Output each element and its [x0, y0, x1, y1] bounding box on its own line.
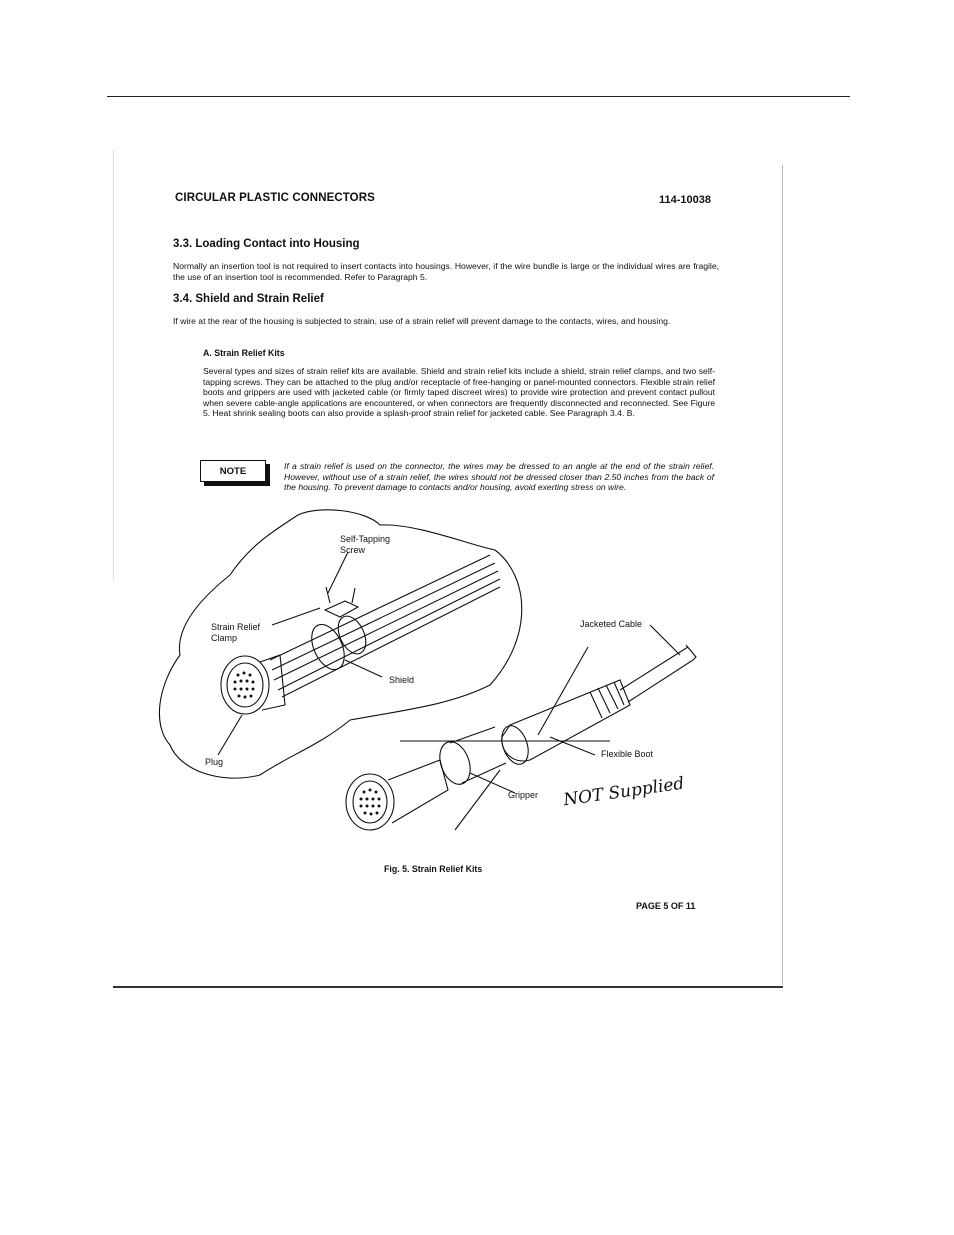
upper-wire-bundle [270, 555, 500, 697]
bottom-rule [113, 986, 783, 988]
section-3-3-body: Normally an insertion tool is not required to insert contacts into housings. However, if the wire bundle is large or the individual wires are fragile, the use of an insertion tool is recommended. Refer to Paragraph 5. [173, 261, 719, 282]
label-gripper: Gripper [508, 790, 539, 800]
section-3-3-heading: 3.3. Loading Contact into Housing [173, 238, 360, 250]
handwritten-annotation: NOT Supplied [562, 773, 686, 811]
section-3-4-heading: 3.4. Shield and Strain Relief [173, 293, 324, 305]
label-jacketed-cable: Jacketed Cable [580, 619, 643, 629]
document-number: 114-10038 [659, 194, 711, 206]
upper-plug-contacts [234, 672, 255, 699]
document-title: CIRCULAR PLASTIC CONNECTORS [175, 192, 375, 204]
label-self-tapping-screw: Self-Tapping Screw [340, 534, 391, 555]
strain-clamp [325, 601, 358, 617]
scan-edge-right [782, 165, 783, 985]
label-strain-relief-clamp: Strain Relief Clamp [211, 622, 261, 643]
note-label: NOTE [200, 460, 266, 482]
lower-plug-contacts [360, 789, 381, 816]
upper-plug-face [221, 656, 269, 714]
section-3-4-body: If wire at the rear of the housing is subjected to strain, use of a strain relief will prevent damage to the contacts, wires, and housing. [173, 316, 671, 326]
label-shield: Shield [389, 675, 415, 685]
figure-caption: Fig. 5. Strain Relief Kits [384, 864, 483, 874]
label-flexible-boot: Flexible Boot [601, 749, 654, 759]
scan-edge-left [113, 150, 114, 580]
subsection-a-heading: A. Strain Relief Kits [203, 348, 285, 358]
label-plug: Plug [205, 757, 224, 767]
boot-ribs [590, 682, 624, 718]
top-rule [107, 96, 850, 97]
clamp-ring [305, 619, 351, 674]
note-text: If a strain relief is used on the connector, the wires may be dressed to an angle at the end of the strain relief. However, without use of a strain relief, the wires should not be dressed closer than 2.50 inches from the back of the housing. To prevent damage to contacts and/or housing, avoid exerting stress on wire. [284, 461, 714, 493]
subsection-a-body: Several types and sizes of strain relief kits are available. Shield and strain relief kits include a shield, strain relief clamps, and two self-tapping screws. They can be attached to the plug and/or receptacle of free-hanging or panel-mounted connectors. Flexible strain relief boots and grippers are used with jacketed cable (or firmly taped discreet wires) to provide wire protection and prevent contact pullout when severe cable-angle applications are encountered, or when connectors are frequently disconnected and reconnected. See Figure 5. Heat shrink sealing boots can also provide a splash-proof strain relief for jacketed cable. See Paragraph 3.4. B. [203, 366, 715, 419]
page-number: PAGE 5 OF 11 [636, 901, 696, 911]
